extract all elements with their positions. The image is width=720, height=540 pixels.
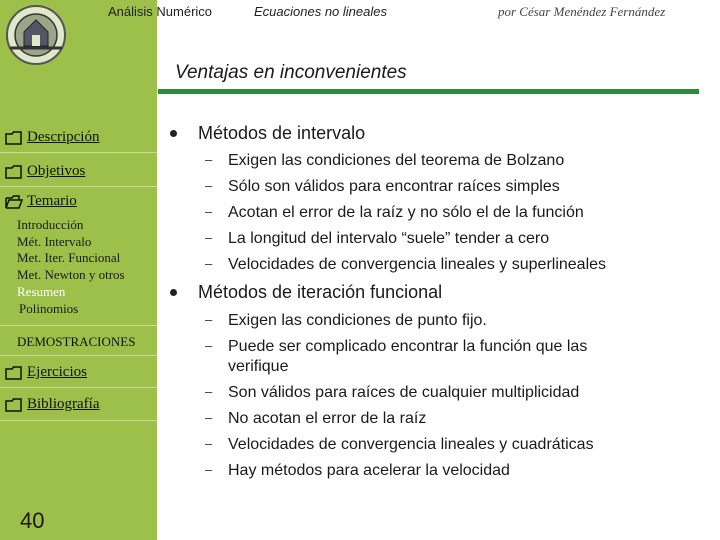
bullet-dash: – [205,204,213,219]
nav-bibliografia[interactable] [5,396,99,413]
list-item: Exigen las condiciones de punto fijo. [228,312,487,329]
section-title-intervalo: Métodos de intervalo [198,123,366,143]
bullet-dot [170,289,177,296]
author-name: por César Menéndez Fernández [498,4,666,19]
nav-separator [0,325,157,326]
folder-icon [5,131,23,145]
nav-separator [0,355,157,356]
slide-title: Ventajas en inconvenientes [175,62,407,83]
bullet-dash: – [205,178,213,193]
folder-icon [5,398,23,412]
nav-ejercicios[interactable] [5,364,87,381]
list-item: Acotan el error de la raíz y no sólo el de la función [228,204,584,221]
bullet-dash: – [205,312,213,327]
bullet-dash: – [205,338,213,353]
list-item: Hay métodos para acelerar la velocidad [228,462,510,479]
nav-topic-intervalo[interactable]: Mét. Intervalo [17,234,92,249]
nav-topic-resumen[interactable]: Resumen [17,284,66,299]
nav-separator [0,387,157,388]
open-folder-icon [5,195,23,209]
list-item: Velocidades de convergencia lineales y superlineales [228,256,607,273]
list-item-continuation: verifique [228,358,289,375]
bullet-dash: – [205,410,213,425]
list-item: La longitud del intervalo “suele” tender a cero [228,230,550,247]
nav-topic-iter-funcional[interactable]: Met. Iter. Funcional [17,250,121,265]
nav-topic-newton[interactable]: Met. Newton y otros [17,267,125,282]
nav-separator [0,152,157,153]
bullet-dash: – [205,256,213,271]
list-item: Son válidos para raíces de cualquier multiplicidad [228,384,580,401]
nav-topic-polinomios[interactable]: Polinomios [19,301,79,316]
bullet-dash: – [205,436,213,451]
bullet-dash: – [205,384,213,399]
bullet-dash: – [205,230,213,245]
nav-topic-introduccion[interactable]: Introducción [17,217,84,232]
folder-icon [5,366,23,380]
nav-separator [0,186,157,187]
list-item: No acotan el error de la raíz [228,410,427,427]
nav-objetivos[interactable] [5,163,85,180]
nav-bibliografia-label: Bibliografía [27,396,100,412]
chapter-name: Ecuaciones no lineales [254,4,387,19]
bullet-dot [170,130,177,137]
bullet-dash: – [205,152,213,167]
nav-ejercicios-label: Ejercicios [27,364,87,380]
course-name: Análisis Numérico [108,4,213,19]
folder-icon [5,165,23,179]
nav-separator [0,420,157,421]
list-item: Exigen las condiciones del teorema de Bolzano [228,152,565,169]
bullet-dash: – [205,462,213,477]
nav-demostraciones[interactable]: DEMOSTRACIONES [17,334,136,349]
nav-objetivos-label: Objetivos [27,163,86,179]
nav-temario-label: Temario [27,193,77,209]
title-rule [158,89,699,94]
section-title-iteracion: Métodos de iteración funcional [198,282,443,302]
list-item: Puede ser complicado encontrar la función que las [228,338,588,355]
nav-temario[interactable] [5,193,77,210]
page-number: 40 [20,508,45,533]
list-item: Velocidades de convergencia lineales y cuadráticas [228,436,594,453]
nav-descripcion-label: Descripción [27,129,100,145]
university-logo-icon [4,4,68,66]
nav-descripcion[interactable] [5,129,99,146]
list-item: Sólo son válidos para encontrar raíces simples [228,178,560,195]
